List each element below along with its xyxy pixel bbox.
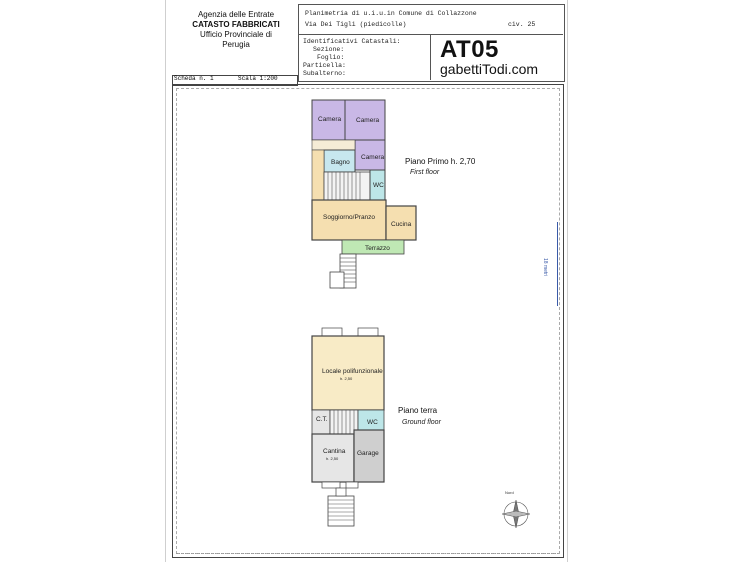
- side-dimension-line: [557, 222, 558, 306]
- label-terrazzo: Terrazzo: [365, 245, 390, 252]
- label-locale-h: h. 2,50: [340, 376, 353, 381]
- civic-number: civ. 25: [508, 21, 536, 28]
- label-locale: Locale polifunzionale: [322, 368, 383, 375]
- label-ct: C.T.: [316, 416, 328, 423]
- particella-label: Particella:: [303, 62, 346, 69]
- subalterno-label: Subalterno:: [303, 70, 346, 77]
- label-cucina: Cucina: [391, 221, 412, 228]
- label-camera-1: Camera: [318, 116, 342, 123]
- bottom-rule: [176, 553, 558, 554]
- label-bagno: Bagno: [331, 159, 350, 166]
- agency-block: [175, 10, 297, 50]
- window-3: [322, 482, 340, 488]
- foglio-label: Foglio:: [317, 54, 345, 61]
- scheda-label: Scheda n. 1: [174, 75, 214, 82]
- catasto-title: CATASTO FABBRICATI: [192, 20, 280, 29]
- first-floor-subtitle: First floor: [410, 169, 440, 176]
- brand-text: gabettiTodi.com: [440, 61, 539, 77]
- stair-block: [324, 172, 370, 200]
- landing-1: [330, 272, 344, 288]
- label-garage: Garage: [357, 450, 379, 457]
- address-text: Via Dei Tigli (piedicolle): [305, 21, 407, 28]
- header-vdivider: [430, 34, 431, 80]
- agency-name: Agenzia delle Entrate: [197, 10, 275, 19]
- office-label: Ufficio Provinciale di: [200, 30, 272, 39]
- label-cantina-h: h. 2,50: [326, 456, 339, 461]
- label-camera-2: Camera: [356, 117, 380, 124]
- label-wc-ground: WC: [367, 419, 378, 426]
- window-4: [346, 482, 358, 488]
- window-2: [358, 328, 378, 336]
- first-floor-title: Piano Primo h. 2,70: [405, 157, 476, 166]
- window-1: [322, 328, 342, 336]
- ident-title: Identificativi Catastali:: [303, 38, 401, 45]
- scale-label: Scala 1:200: [238, 75, 278, 82]
- side-dimension-label: 18 metri: [542, 258, 548, 277]
- label-soggiorno: Soggiorno/Pranzo: [323, 214, 376, 221]
- province-label: Perugia: [222, 40, 250, 49]
- compass-rose-icon: [498, 494, 534, 530]
- label-wc-first: WC: [373, 182, 384, 189]
- label-camera-3: Camera: [361, 154, 385, 161]
- label-cantina: Cantina: [323, 448, 346, 455]
- landing-2: [336, 488, 346, 496]
- ground-floor-title: Piano terra: [398, 406, 438, 415]
- hallway: [312, 140, 355, 150]
- planimetria-text: Planimetria di u.i.u.in Comune di Collazzone: [305, 10, 477, 17]
- listing-code: AT05: [440, 36, 499, 63]
- compass-label: Nord: [505, 490, 514, 495]
- ground-floor-subtitle: Ground floor: [402, 419, 441, 426]
- external-stair-2: [328, 496, 354, 526]
- ground-floor-plan: [300, 326, 400, 530]
- first-floor-plan: [300, 96, 430, 291]
- left-corridor: [312, 150, 324, 200]
- sezione-label: Sezione:: [313, 46, 345, 53]
